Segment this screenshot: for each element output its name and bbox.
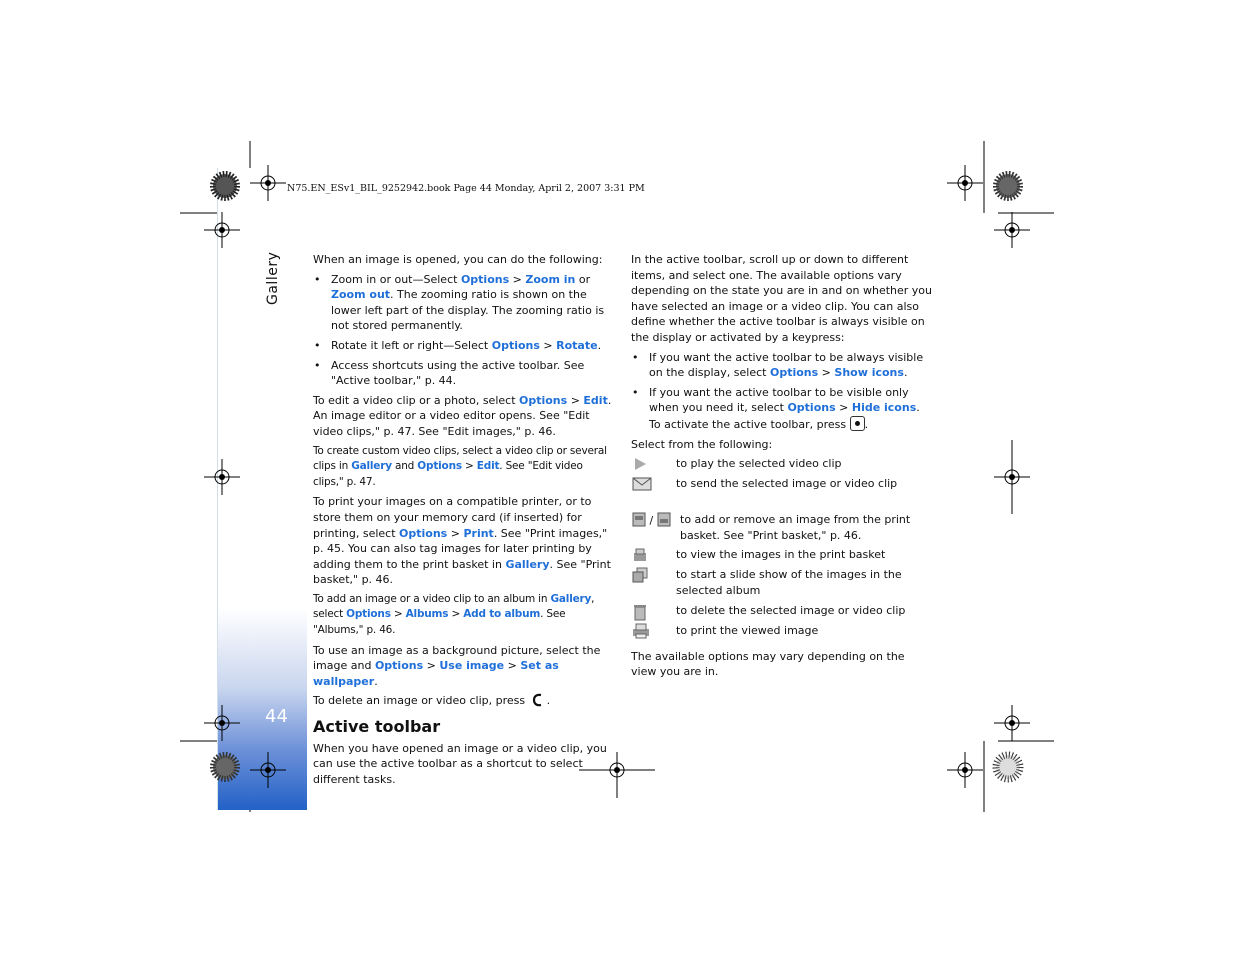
para-wallpaper: To use an image as a background picture, select the image and Options > Use image > Set as wallpaper. [313, 643, 601, 688]
toolbar-item-delete: to delete the selected image or video clip [631, 603, 933, 619]
play-icon [632, 456, 648, 472]
para-print: To print your images on a compatible printer, or to store them on your memory card (if inserted) for printing, select Options > Print. See "Print images," p. 45. You can also tag images for later printing by adding them to the print basket in Gallery. See "Print basket," p. 46. [313, 495, 611, 587]
trash-icon [632, 603, 648, 621]
right-bullets [631, 350, 933, 433]
bullet-zoom: • Zoom in or out—Select Options > Zoom in or Zoom out. The zooming ratio is shown on the lower left part of the display. The zooming ratio is not stored permanently. [313, 272, 615, 334]
para-footer: The available options may vary depending on the view you are in. [631, 649, 905, 679]
para-delete: To delete an image or video clip, press . [313, 694, 551, 708]
bullet-hide-icons: • If you want the active toolbar to be visible only when you need it, select Options > Hide icons. To activate the active toolbar, press . [631, 385, 933, 433]
clear-key-icon [531, 693, 545, 707]
toolbar-item-slideshow: to start a slide show of the images in the selected album [631, 567, 933, 598]
para-toolbar-intro: In the active toolbar, scroll up or down to different items, and select one. The available options vary depending on the state you are in and on whether you have selected an image or a video clip. You can also define whether the active toolbar is always visible on the display or activated by a keypress: [631, 253, 932, 344]
slideshow-icon [632, 567, 648, 583]
navi-key-icon [850, 416, 865, 431]
toolbar-item-play: to play the selected video clip [631, 456, 933, 472]
envelope-icon [632, 476, 652, 492]
para-album: To add an image or a video clip to an album in Gallery, select Options > Albums > Add to album. See "Albums," p. 46. [313, 592, 595, 637]
toolbar-item-print: to print the viewed image [631, 623, 933, 639]
left-bullets [313, 272, 615, 389]
intro-text: When an image is opened, you can do the following: [313, 253, 603, 266]
section-label: Gallery [265, 251, 281, 305]
section-heading: Active toolbar [313, 717, 441, 737]
toolbar-item-print-basket: / to add or remove an image from the print basket. See "Print basket," p. 46. [631, 512, 933, 543]
print-header: N75.EN_ESv1_BIL_9252942.book Page 44 Monday, April 2, 2007 3:31 PM [287, 183, 645, 194]
page-number: 44 [265, 706, 288, 727]
print-basket-view-icon [632, 547, 648, 563]
print-basket-icons: / [632, 512, 671, 529]
remove-from-basket-icon [657, 512, 671, 527]
toolbar-item-view-basket: to view the images in the print basket [631, 547, 933, 563]
bullet-show-icons: • If you want the active toolbar to be always visible on the display, select Options > Show icons. [631, 350, 933, 381]
para-active-toolbar: When you have opened an image or a video clip, you can use the active toolbar as a shortcut to select different tasks. [313, 741, 607, 786]
right-column [631, 252, 933, 684]
bullet-rotate: • Rotate it left or right—Select Options > Rotate. [313, 338, 615, 354]
printer-icon [632, 623, 650, 639]
add-to-basket-icon [632, 512, 646, 527]
sidebar-band [217, 168, 307, 810]
para-edit: To edit a video clip or a photo, select Options > Edit. An image editor or a video editor opens. See "Edit video clips," p. 47. See "Edit images," p. 46. [313, 393, 612, 438]
para-custom-clips: To create custom video clips, select a video clip or several clips in Gallery and Options > Edit. See "Edit video clips," p. 47. [313, 444, 607, 488]
select-label: Select from the following: [631, 437, 773, 451]
bullet-shortcuts: • Access shortcuts using the active toolbar. See "Active toolbar," p. 44. [313, 358, 615, 389]
toolbar-item-send: to send the selected image or video clip [631, 476, 933, 492]
left-column [313, 252, 615, 791]
